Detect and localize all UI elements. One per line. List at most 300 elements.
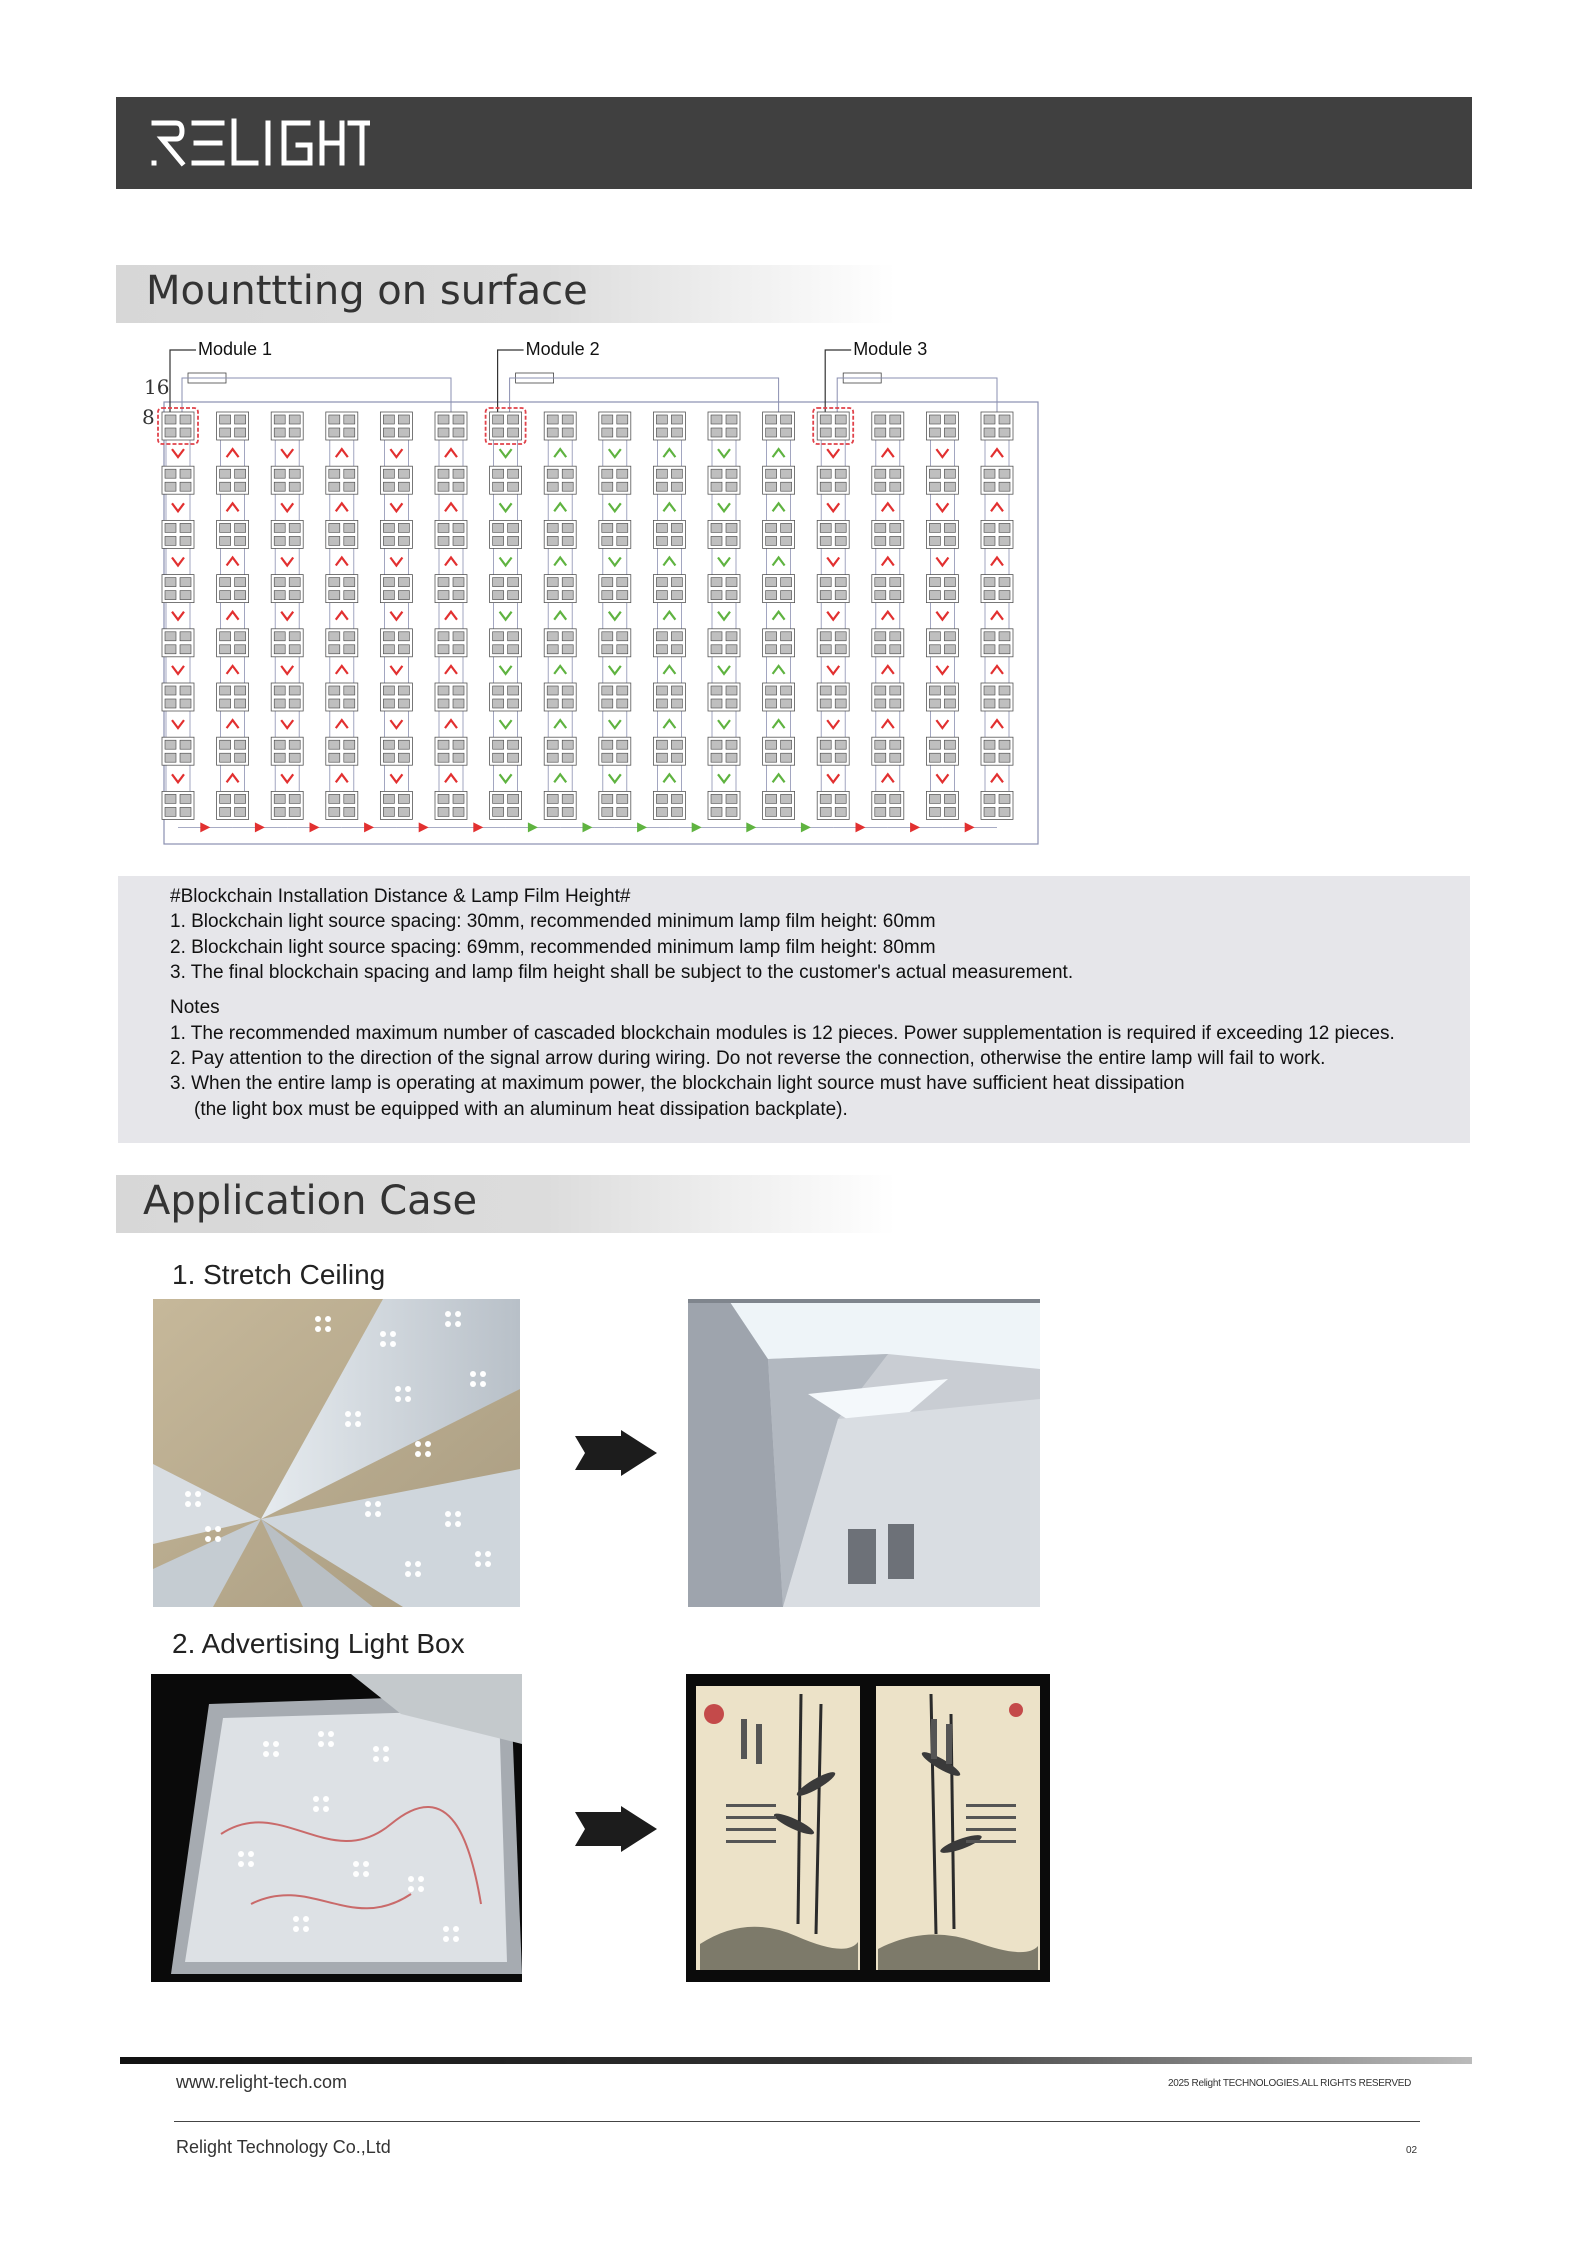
section-title-mounting: Mounttting on surface	[146, 268, 588, 314]
signal-arrow-icon	[910, 822, 920, 832]
signal-arrow-icon	[500, 449, 512, 457]
signal-arrow-icon	[390, 449, 402, 457]
led-block	[544, 629, 576, 657]
signal-arrow-icon	[554, 774, 566, 782]
led-glow-dot	[195, 1501, 201, 1507]
led-block	[817, 575, 849, 603]
led-block	[217, 466, 249, 494]
led-block	[380, 737, 412, 765]
led-block	[708, 575, 740, 603]
signal-arrow-icon	[227, 503, 239, 511]
led-glow-dot	[303, 1916, 309, 1922]
led-block	[490, 520, 522, 548]
page-number: 02	[1406, 2145, 1418, 2156]
led-block	[435, 629, 467, 657]
led-block	[817, 737, 849, 765]
led-glow-dot	[383, 1746, 389, 1752]
signal-arrow-icon	[609, 612, 621, 620]
signal-arrow-icon	[718, 774, 730, 782]
led-glow-dot	[395, 1386, 401, 1392]
signal-arrow-icon	[663, 720, 675, 728]
led-block	[217, 737, 249, 765]
signal-arrow-icon	[718, 503, 730, 511]
signal-arrow-icon	[773, 612, 785, 620]
signal-arrow-icon	[172, 449, 184, 457]
led-block	[599, 575, 631, 603]
led-block	[271, 629, 303, 657]
led-glow-dot	[415, 1571, 421, 1577]
signal-arrow-icon	[227, 774, 239, 782]
signal-arrow-icon	[281, 503, 293, 511]
signal-arrow-icon	[445, 612, 457, 620]
signal-arrow-icon	[336, 612, 348, 620]
signal-arrow-icon	[281, 720, 293, 728]
led-block	[708, 520, 740, 548]
signal-arrow-icon	[637, 822, 647, 832]
note-item-1: 1. The recommended maximum number of cascaded blockchain modules is 12 pieces. Power supplementation is required if exceeding 12 pieces.	[170, 1023, 1395, 1044]
signal-arrow-icon	[773, 503, 785, 511]
led-glow-dot	[315, 1326, 321, 1332]
led-glow-dot	[238, 1861, 244, 1867]
note-item-2: 2. Pay attention to the direction of the signal arrow during wiring. Do not reverse the connection, otherwise the entire lamp will fail to work.	[170, 1048, 1326, 1069]
led-block	[981, 412, 1013, 440]
led-block	[817, 520, 849, 548]
signal-arrow-icon	[281, 612, 293, 620]
led-glow-dot	[485, 1561, 491, 1567]
led-glow-dot	[445, 1511, 451, 1517]
led-block	[326, 737, 358, 765]
led-block	[271, 466, 303, 494]
led-block	[162, 737, 194, 765]
signal-arrow-icon	[801, 822, 811, 832]
led-glow-dot	[325, 1316, 331, 1322]
led-glow-dot	[313, 1796, 319, 1802]
led-block	[708, 629, 740, 657]
led-block	[435, 412, 467, 440]
signal-arrow-icon	[200, 822, 210, 832]
signal-arrow-icon	[827, 720, 839, 728]
led-glow-dot	[353, 1861, 359, 1867]
led-block	[435, 520, 467, 548]
signal-arrow-icon	[227, 666, 239, 674]
led-block	[326, 629, 358, 657]
led-block	[708, 466, 740, 494]
led-block	[817, 683, 849, 711]
led-glow-dot	[475, 1551, 481, 1557]
led-block	[981, 575, 1013, 603]
signal-arrow-icon	[473, 822, 483, 832]
led-block	[708, 683, 740, 711]
signal-arrow-icon	[991, 558, 1003, 566]
led-block	[763, 520, 795, 548]
led-block	[544, 466, 576, 494]
signal-arrow-icon	[991, 449, 1003, 457]
led-glow-dot	[248, 1861, 254, 1867]
led-block	[708, 412, 740, 440]
led-block	[162, 791, 194, 819]
led-block	[326, 683, 358, 711]
signal-arrow-icon	[746, 822, 756, 832]
signal-arrow-icon	[773, 774, 785, 782]
led-block	[653, 683, 685, 711]
led-block	[653, 629, 685, 657]
led-glow-dot	[345, 1411, 351, 1417]
footer-website: www.relight-tech.com	[176, 2072, 348, 2092]
led-glow-dot	[363, 1871, 369, 1877]
led-glow-dot	[365, 1511, 371, 1517]
led-block	[162, 412, 194, 440]
led-block	[708, 737, 740, 765]
led-glow-dot	[313, 1806, 319, 1812]
led-block	[981, 629, 1013, 657]
led-block	[872, 683, 904, 711]
led-glow-dot	[195, 1491, 201, 1497]
signal-arrow-icon	[663, 774, 675, 782]
led-glow-dot	[248, 1851, 254, 1857]
led-glow-dot	[185, 1491, 191, 1497]
led-block	[653, 412, 685, 440]
led-block	[599, 737, 631, 765]
signal-arrow-icon	[936, 666, 948, 674]
led-block	[872, 629, 904, 657]
led-glow-dot	[263, 1751, 269, 1757]
led-glow-dot	[323, 1806, 329, 1812]
led-glow-dot	[408, 1876, 414, 1882]
note-item-3: 3. When the entire lamp is operating at maximum power, the blockchain light source must have sufficient heat dissipation	[170, 1073, 1185, 1094]
led-glow-dot	[445, 1311, 451, 1317]
led-block	[544, 791, 576, 819]
led-block	[271, 791, 303, 819]
led-glow-dot	[390, 1341, 396, 1347]
led-block	[763, 629, 795, 657]
led-glow-dot	[453, 1936, 459, 1942]
signal-arrow-icon	[827, 558, 839, 566]
led-glow-dot	[470, 1381, 476, 1387]
light-box-result-photo	[686, 1674, 1050, 1982]
signal-arrow-icon	[500, 720, 512, 728]
led-block	[872, 575, 904, 603]
signal-arrow-icon	[500, 774, 512, 782]
signal-arrow-icon	[227, 558, 239, 566]
signal-arrow-icon	[336, 558, 348, 566]
led-glow-dot	[273, 1741, 279, 1747]
led-glow-dot	[323, 1796, 329, 1802]
module-label: Module 1	[198, 339, 273, 359]
led-block	[926, 466, 958, 494]
led-glow-dot	[443, 1936, 449, 1942]
signal-arrow-icon	[991, 612, 1003, 620]
signal-arrow-icon	[390, 720, 402, 728]
signal-arrow-icon	[827, 449, 839, 457]
led-block	[599, 520, 631, 548]
signal-arrow-icon	[882, 666, 894, 674]
spacing-item-1: 1. Blockchain light source spacing: 30mm, recommended minimum lamp film height: 60mm	[170, 911, 936, 932]
led-glow-dot	[375, 1501, 381, 1507]
led-glow-dot	[380, 1341, 386, 1347]
led-block	[653, 791, 685, 819]
signal-arrow-icon	[445, 720, 457, 728]
led-glow-dot	[418, 1876, 424, 1882]
led-block	[926, 629, 958, 657]
footer-divider	[174, 2121, 1420, 2122]
signal-arrow-icon	[500, 503, 512, 511]
signal-arrow-icon	[336, 720, 348, 728]
signal-arrow-icon	[419, 822, 429, 832]
signal-arrow-icon	[390, 612, 402, 620]
signal-arrow-icon	[445, 774, 457, 782]
notes-heading: #Blockchain Installation Distance & Lamp Film Height#	[170, 886, 631, 907]
footer-rights: 2025 Relight TECHNOLOGIES.ALL RIGHTS RESERVED	[1168, 2078, 1412, 2089]
led-block	[981, 466, 1013, 494]
signal-arrow-icon	[663, 503, 675, 511]
led-block	[653, 737, 685, 765]
spacing-item-3: 3. The final blockchain spacing and lamp film height shall be subject to the customer's actual measurement.	[170, 962, 1074, 983]
led-block	[708, 791, 740, 819]
led-block	[872, 520, 904, 548]
signal-arrow-icon	[390, 558, 402, 566]
led-block	[817, 791, 849, 819]
led-block	[763, 575, 795, 603]
result-arrow-icon	[575, 1430, 657, 1476]
led-glow-dot	[215, 1526, 221, 1532]
signal-arrow-icon	[554, 558, 566, 566]
led-block	[490, 791, 522, 819]
led-block	[271, 737, 303, 765]
dimension-label: 8	[142, 405, 155, 429]
signal-arrow-icon	[827, 503, 839, 511]
led-block	[544, 520, 576, 548]
led-glow-dot	[455, 1521, 461, 1527]
signal-arrow-icon	[445, 503, 457, 511]
led-glow-dot	[273, 1751, 279, 1757]
led-block	[217, 412, 249, 440]
led-block	[217, 683, 249, 711]
led-block	[981, 791, 1013, 819]
led-glow-dot	[373, 1756, 379, 1762]
led-glow-dot	[318, 1731, 324, 1737]
led-block	[817, 412, 849, 440]
signal-arrow-icon	[663, 666, 675, 674]
module-label: Module 3	[853, 339, 928, 359]
led-glow-dot	[293, 1916, 299, 1922]
signal-arrow-icon	[856, 822, 866, 832]
led-block	[380, 575, 412, 603]
led-glow-dot	[328, 1741, 334, 1747]
signal-arrow-icon	[882, 774, 894, 782]
led-glow-dot	[415, 1451, 421, 1457]
led-block	[544, 683, 576, 711]
led-glow-dot	[455, 1321, 461, 1327]
section-title-application: Application Case	[143, 1178, 478, 1224]
led-block	[981, 520, 1013, 548]
led-block	[763, 791, 795, 819]
led-glow-dot	[415, 1561, 421, 1567]
led-block	[653, 466, 685, 494]
led-glow-dot	[205, 1526, 211, 1532]
signal-arrow-icon	[554, 503, 566, 511]
notes-subheading: Notes	[170, 997, 220, 1018]
stretch-ceiling-install-photo	[153, 1299, 520, 1607]
signal-arrow-icon	[528, 822, 538, 832]
led-block	[271, 412, 303, 440]
signal-arrow-icon	[965, 822, 975, 832]
led-block	[763, 412, 795, 440]
led-block	[490, 412, 522, 440]
led-block	[380, 520, 412, 548]
led-glow-dot	[485, 1551, 491, 1557]
led-block	[380, 629, 412, 657]
signal-arrow-icon	[936, 503, 948, 511]
result-arrow-icon	[575, 1806, 657, 1852]
led-glow-dot	[453, 1926, 459, 1932]
signal-arrow-icon	[991, 720, 1003, 728]
signal-arrow-icon	[390, 503, 402, 511]
dimension-label: 16	[144, 375, 170, 399]
stretch-ceiling-result-photo	[688, 1299, 1040, 1607]
led-glow-dot	[405, 1396, 411, 1402]
case-title-stretch-ceiling: 1. Stretch Ceiling	[172, 1259, 386, 1290]
signal-arrow-icon	[936, 774, 948, 782]
signal-arrow-icon	[583, 822, 593, 832]
led-glow-dot	[365, 1501, 371, 1507]
signal-arrow-icon	[172, 558, 184, 566]
signal-arrow-icon	[227, 612, 239, 620]
footer-rule	[120, 2057, 1472, 2064]
led-block	[926, 412, 958, 440]
signal-arrow-icon	[991, 503, 1003, 511]
signal-arrow-icon	[281, 449, 293, 457]
led-glow-dot	[475, 1561, 481, 1567]
signal-arrow-icon	[773, 558, 785, 566]
led-block	[326, 412, 358, 440]
led-block	[217, 791, 249, 819]
signal-arrow-icon	[718, 720, 730, 728]
led-glow-dot	[373, 1746, 379, 1752]
led-glow-dot	[318, 1741, 324, 1747]
led-block	[490, 737, 522, 765]
signal-arrow-icon	[390, 774, 402, 782]
led-glow-dot	[405, 1386, 411, 1392]
led-block	[599, 466, 631, 494]
signal-arrow-icon	[609, 449, 621, 457]
led-block	[435, 737, 467, 765]
led-glow-dot	[418, 1886, 424, 1892]
led-block	[217, 575, 249, 603]
led-glow-dot	[355, 1421, 361, 1427]
signal-arrow-icon	[827, 612, 839, 620]
led-glow-dot	[415, 1441, 421, 1447]
signal-arrow-icon	[609, 558, 621, 566]
signal-arrow-icon	[227, 449, 239, 457]
led-block	[217, 629, 249, 657]
led-glow-dot	[480, 1381, 486, 1387]
signal-arrow-icon	[773, 666, 785, 674]
signal-arrow-icon	[281, 558, 293, 566]
led-block	[817, 466, 849, 494]
led-glow-dot	[405, 1561, 411, 1567]
signal-arrow-icon	[663, 449, 675, 457]
signal-arrow-icon	[281, 666, 293, 674]
led-block	[872, 466, 904, 494]
note-item-3-continued: (the light box must be equipped with an aluminum heat dissipation backplate).	[194, 1099, 848, 1120]
signal-arrow-icon	[227, 720, 239, 728]
signal-arrow-icon	[663, 558, 675, 566]
signal-arrow-icon	[718, 558, 730, 566]
led-block	[380, 791, 412, 819]
wiring-diagram	[138, 338, 1058, 858]
led-block	[981, 737, 1013, 765]
led-block	[872, 737, 904, 765]
led-glow-dot	[443, 1926, 449, 1932]
signal-arrow-icon	[336, 449, 348, 457]
led-block	[599, 791, 631, 819]
led-glow-dot	[355, 1411, 361, 1417]
signal-arrow-icon	[336, 503, 348, 511]
led-block	[653, 520, 685, 548]
signal-arrow-icon	[364, 822, 374, 832]
signal-arrow-icon	[554, 612, 566, 620]
led-block	[763, 737, 795, 765]
led-glow-dot	[383, 1756, 389, 1762]
signal-arrow-icon	[554, 666, 566, 674]
led-block	[926, 683, 958, 711]
signal-arrow-icon	[172, 774, 184, 782]
signal-arrow-icon	[882, 720, 894, 728]
led-block	[217, 520, 249, 548]
signal-arrow-icon	[554, 720, 566, 728]
led-glow-dot	[303, 1926, 309, 1932]
led-block	[162, 629, 194, 657]
led-block	[326, 466, 358, 494]
led-block	[162, 520, 194, 548]
led-glow-dot	[185, 1501, 191, 1507]
signal-arrow-icon	[936, 720, 948, 728]
led-glow-dot	[325, 1326, 331, 1332]
led-block	[271, 683, 303, 711]
led-block	[490, 466, 522, 494]
case-title-advertising-light-box: 2. Advertising Light Box	[172, 1628, 465, 1659]
signal-arrow-icon	[773, 720, 785, 728]
led-block	[162, 575, 194, 603]
signal-arrow-icon	[500, 612, 512, 620]
signal-arrow-icon	[936, 449, 948, 457]
led-glow-dot	[205, 1536, 211, 1542]
signal-arrow-icon	[554, 449, 566, 457]
signal-arrow-icon	[663, 612, 675, 620]
led-block	[926, 520, 958, 548]
led-block	[162, 683, 194, 711]
led-glow-dot	[345, 1421, 351, 1427]
signal-arrow-icon	[172, 503, 184, 511]
led-glow-dot	[425, 1441, 431, 1447]
led-glow-dot	[445, 1521, 451, 1527]
signal-arrow-icon	[718, 666, 730, 674]
signal-arrow-icon	[609, 774, 621, 782]
led-block	[763, 683, 795, 711]
led-block	[435, 683, 467, 711]
signal-arrow-icon	[936, 612, 948, 620]
signal-arrow-icon	[882, 612, 894, 620]
signal-arrow-icon	[310, 822, 320, 832]
led-glow-dot	[455, 1511, 461, 1517]
led-glow-dot	[328, 1731, 334, 1737]
relight-logo	[150, 117, 370, 169]
led-glow-dot	[293, 1926, 299, 1932]
led-glow-dot	[480, 1371, 486, 1377]
led-block	[926, 737, 958, 765]
signal-arrow-icon	[336, 774, 348, 782]
signal-arrow-icon	[773, 449, 785, 457]
